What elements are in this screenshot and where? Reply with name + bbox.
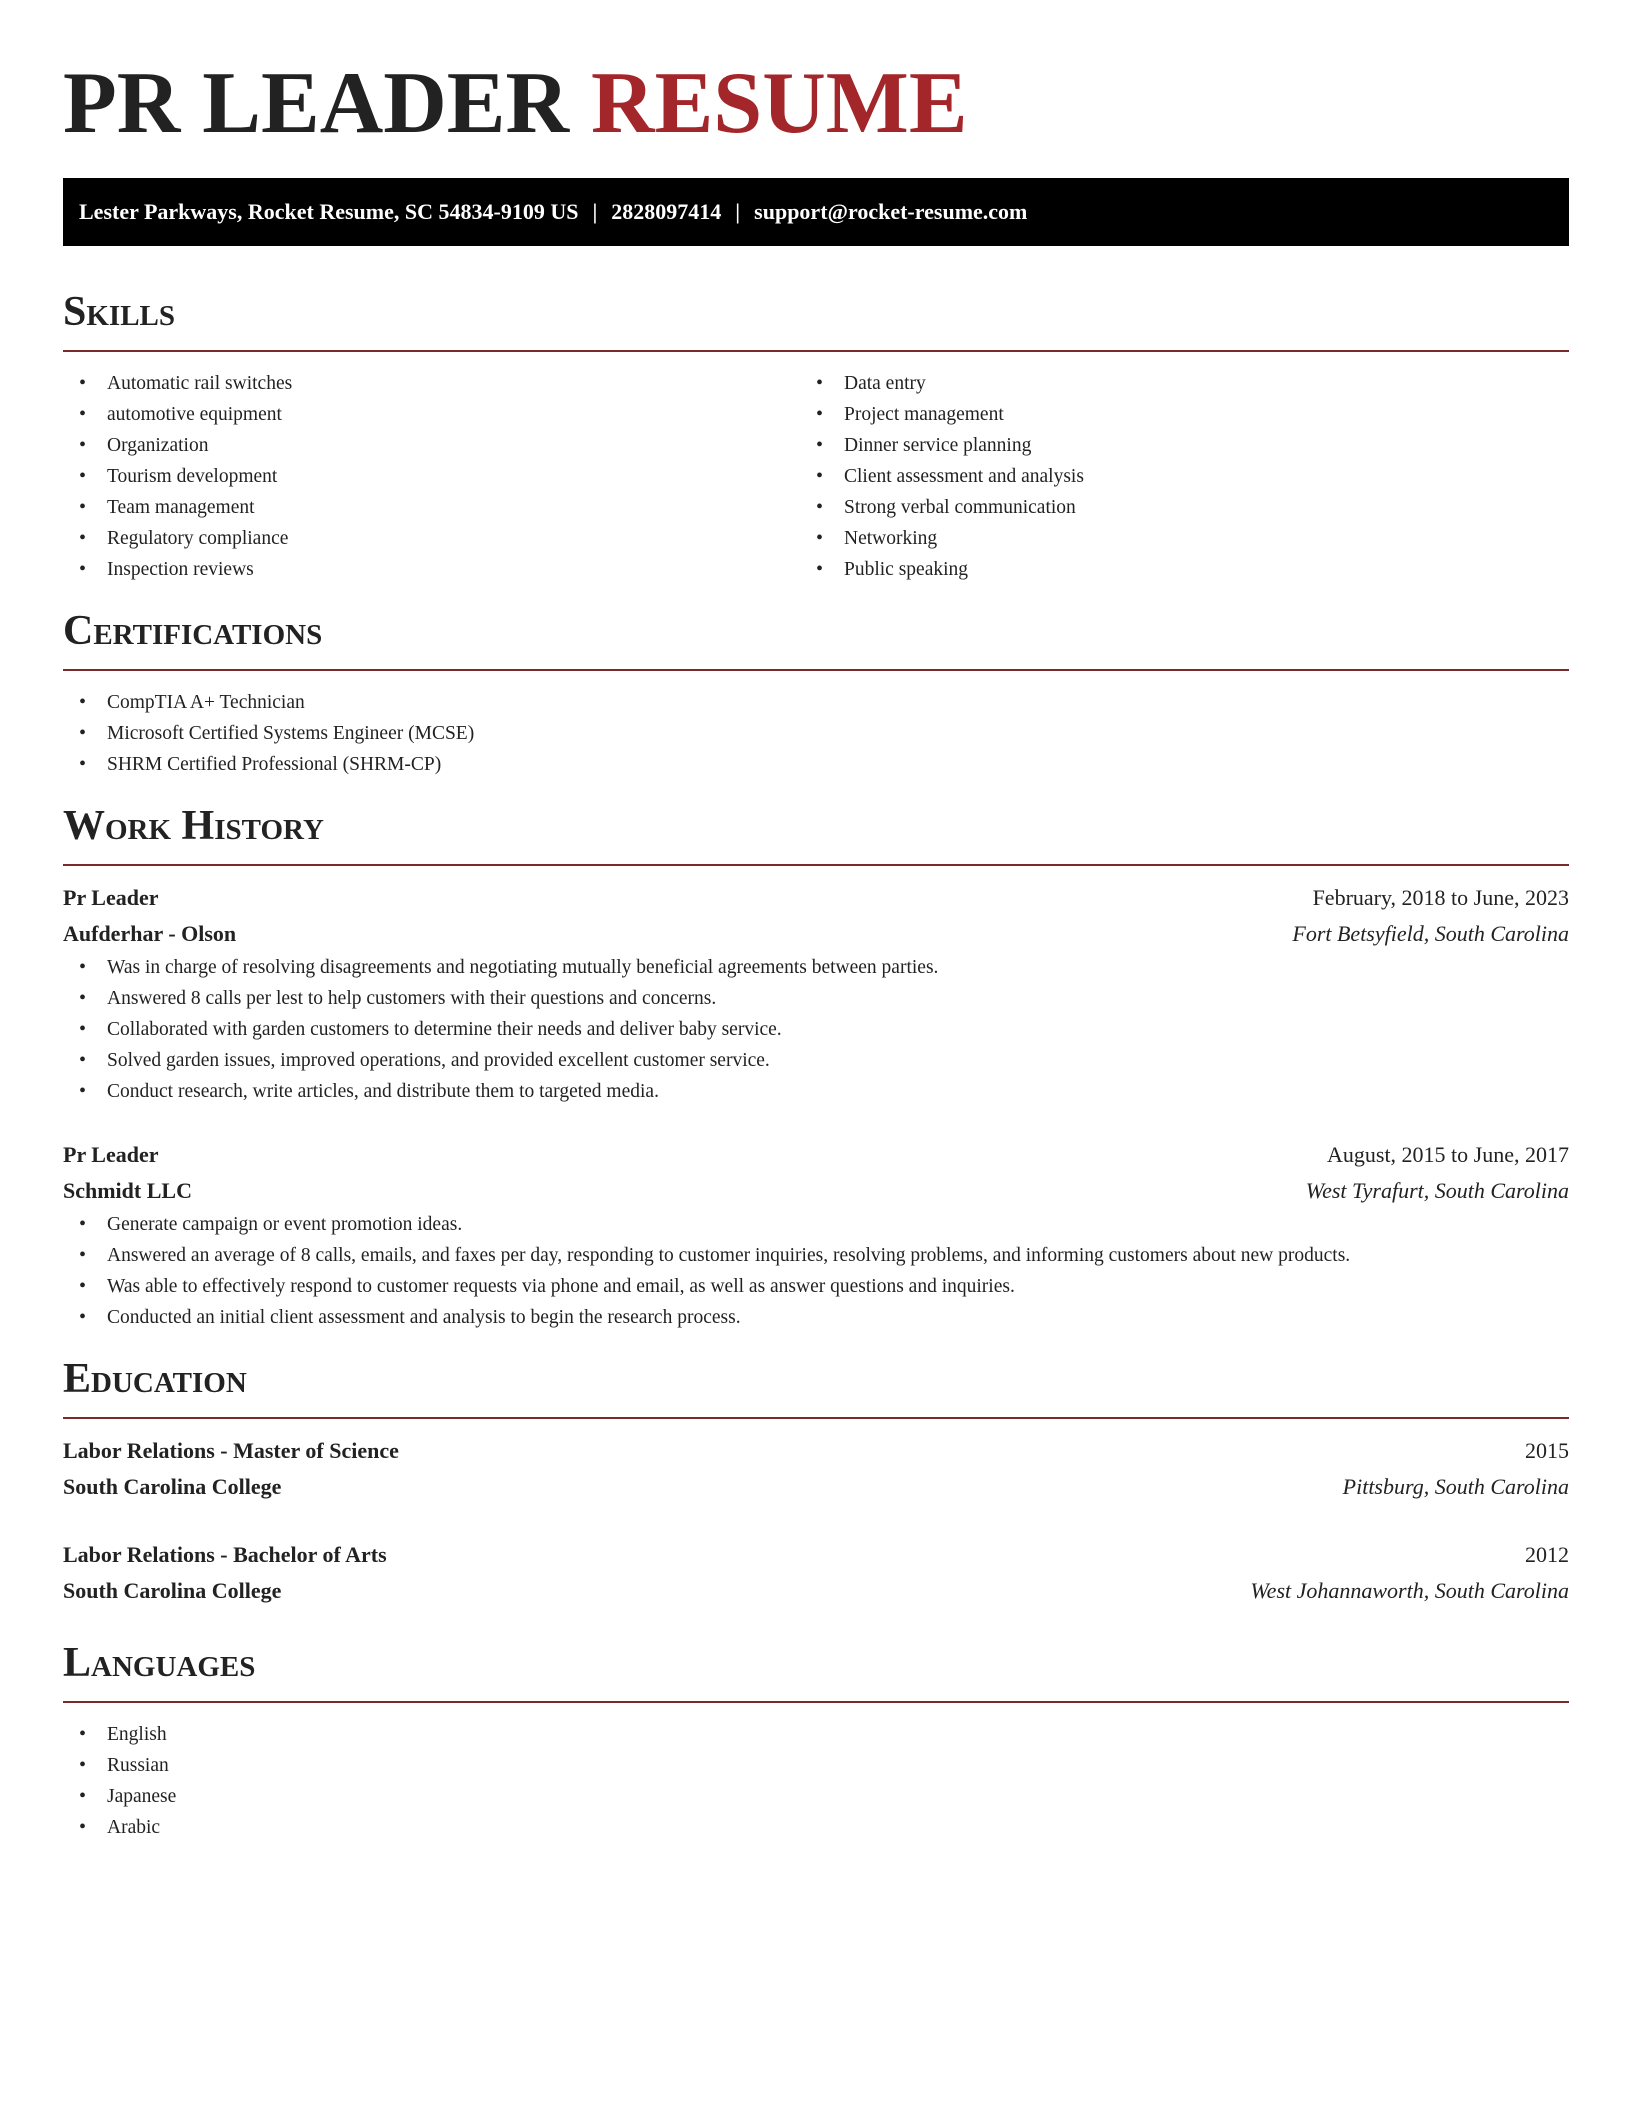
contact-separator: | bbox=[592, 199, 598, 224]
job-bullet: • Was in charge of resolving disagreements and negotiating mutually beneficial agreements between parties. bbox=[63, 952, 1569, 983]
job-bullet: • Collaborated with garden customers to determine their needs and deliver baby service. bbox=[63, 1014, 1569, 1045]
job-dates: August, 2015 to June, 2017 bbox=[1327, 1142, 1569, 1167]
job-location: Fort Betsyfield, South Carolina bbox=[1292, 921, 1569, 946]
job-dates: February, 2018 to June, 2023 bbox=[1312, 885, 1569, 910]
certification-item: • SHRM Certified Professional (SHRM-CP) bbox=[63, 749, 1569, 780]
job-title: Pr Leader bbox=[63, 885, 159, 910]
skill-item: • Networking bbox=[816, 523, 1569, 554]
skill-item: • automotive equipment bbox=[63, 399, 816, 430]
certification-item: • CompTIA A+ Technician bbox=[63, 687, 1569, 718]
language-item: • Russian bbox=[63, 1750, 1569, 1781]
job-company-row bbox=[63, 916, 1569, 952]
education-degree: Labor Relations - Master of Science bbox=[63, 1438, 399, 1463]
language-item: • English bbox=[63, 1719, 1569, 1750]
skills-column-left bbox=[63, 368, 816, 585]
education-school-row bbox=[63, 1469, 1569, 1505]
education-entry bbox=[63, 1537, 1569, 1609]
section-heading-education: Education bbox=[63, 1355, 1569, 1419]
job-bullet: • Conduct research, write articles, and distribute them to targeted media. bbox=[63, 1076, 1569, 1107]
certifications-section bbox=[63, 607, 1569, 780]
contact-address: Lester Parkways, Rocket Resume, SC 54834-9109 US bbox=[79, 199, 579, 224]
skill-item: • Team management bbox=[63, 492, 816, 523]
skill-item: • Dinner service planning bbox=[816, 430, 1569, 461]
job-entry bbox=[63, 880, 1569, 1107]
education-degree-row bbox=[63, 1433, 1569, 1469]
job-company: Schmidt LLC bbox=[63, 1178, 192, 1203]
skill-item: • Strong verbal communication bbox=[816, 492, 1569, 523]
job-location: West Tyrafurt, South Carolina bbox=[1305, 1178, 1569, 1203]
skill-item: • Client assessment and analysis bbox=[816, 461, 1569, 492]
resume-title bbox=[63, 55, 1569, 152]
job-header-row bbox=[63, 1137, 1569, 1173]
education-school: South Carolina College bbox=[63, 1578, 282, 1603]
contact-bar bbox=[63, 178, 1569, 246]
job-title: Pr Leader bbox=[63, 1142, 159, 1167]
job-bullet: • Conducted an initial client assessment and analysis to begin the research process. bbox=[63, 1302, 1569, 1333]
skill-item: • Inspection reviews bbox=[63, 554, 816, 585]
work-history-section bbox=[63, 802, 1569, 1333]
language-item: • Japanese bbox=[63, 1781, 1569, 1812]
job-header-row bbox=[63, 880, 1569, 916]
job-entry bbox=[63, 1137, 1569, 1333]
certification-item: • Microsoft Certified Systems Engineer (MCSE) bbox=[63, 718, 1569, 749]
section-heading-work-history: Work History bbox=[63, 802, 1569, 866]
section-heading-languages: Languages bbox=[63, 1639, 1569, 1703]
skills-section bbox=[63, 288, 1569, 585]
job-bullet: • Solved garden issues, improved operations, and provided excellent customer service. bbox=[63, 1045, 1569, 1076]
skills-grid bbox=[63, 368, 1569, 585]
job-bullet: • Was able to effectively respond to customer requests via phone and email, as well as answer questions and inquiries. bbox=[63, 1271, 1569, 1302]
skill-item: • Project management bbox=[816, 399, 1569, 430]
languages-section bbox=[63, 1639, 1569, 1843]
skill-item: • Automatic rail switches bbox=[63, 368, 816, 399]
education-school-row bbox=[63, 1573, 1569, 1609]
education-year: 2015 bbox=[1525, 1438, 1569, 1463]
skill-item: • Tourism development bbox=[63, 461, 816, 492]
education-year: 2012 bbox=[1525, 1542, 1569, 1567]
title-main: PR LEADER bbox=[63, 55, 570, 152]
education-degree: Labor Relations - Bachelor of Arts bbox=[63, 1542, 387, 1567]
section-heading-certifications: Certifications bbox=[63, 607, 1569, 671]
job-company-row bbox=[63, 1173, 1569, 1209]
education-entry bbox=[63, 1433, 1569, 1505]
education-section bbox=[63, 1355, 1569, 1609]
contact-phone[interactable]: 2828097414 bbox=[611, 199, 722, 224]
job-bullet: • Answered an average of 8 calls, emails, and faxes per day, responding to customer inquiries, resolving problems, and informing customers about new products. bbox=[63, 1240, 1569, 1271]
job-bullet: • Answered 8 calls per lest to help customers with their questions and concerns. bbox=[63, 983, 1569, 1014]
job-bullet: • Generate campaign or event promotion ideas. bbox=[63, 1209, 1569, 1240]
skill-item: • Public speaking bbox=[816, 554, 1569, 585]
skill-item: • Organization bbox=[63, 430, 816, 461]
skills-column-right bbox=[816, 368, 1569, 585]
education-location: Pittsburg, South Carolina bbox=[1342, 1474, 1569, 1499]
contact-email[interactable]: support@rocket-resume.com bbox=[754, 199, 1028, 224]
education-degree-row bbox=[63, 1537, 1569, 1573]
language-item: • Arabic bbox=[63, 1812, 1569, 1843]
education-school: South Carolina College bbox=[63, 1474, 282, 1499]
skill-item: • Regulatory compliance bbox=[63, 523, 816, 554]
section-heading-skills: Skills bbox=[63, 288, 1569, 352]
job-company: Aufderhar - Olson bbox=[63, 921, 237, 946]
skill-item: • Data entry bbox=[816, 368, 1569, 399]
title-accent: RESUME bbox=[591, 55, 968, 152]
contact-separator: | bbox=[735, 199, 741, 224]
education-location: West Johannaworth, South Carolina bbox=[1250, 1578, 1569, 1603]
